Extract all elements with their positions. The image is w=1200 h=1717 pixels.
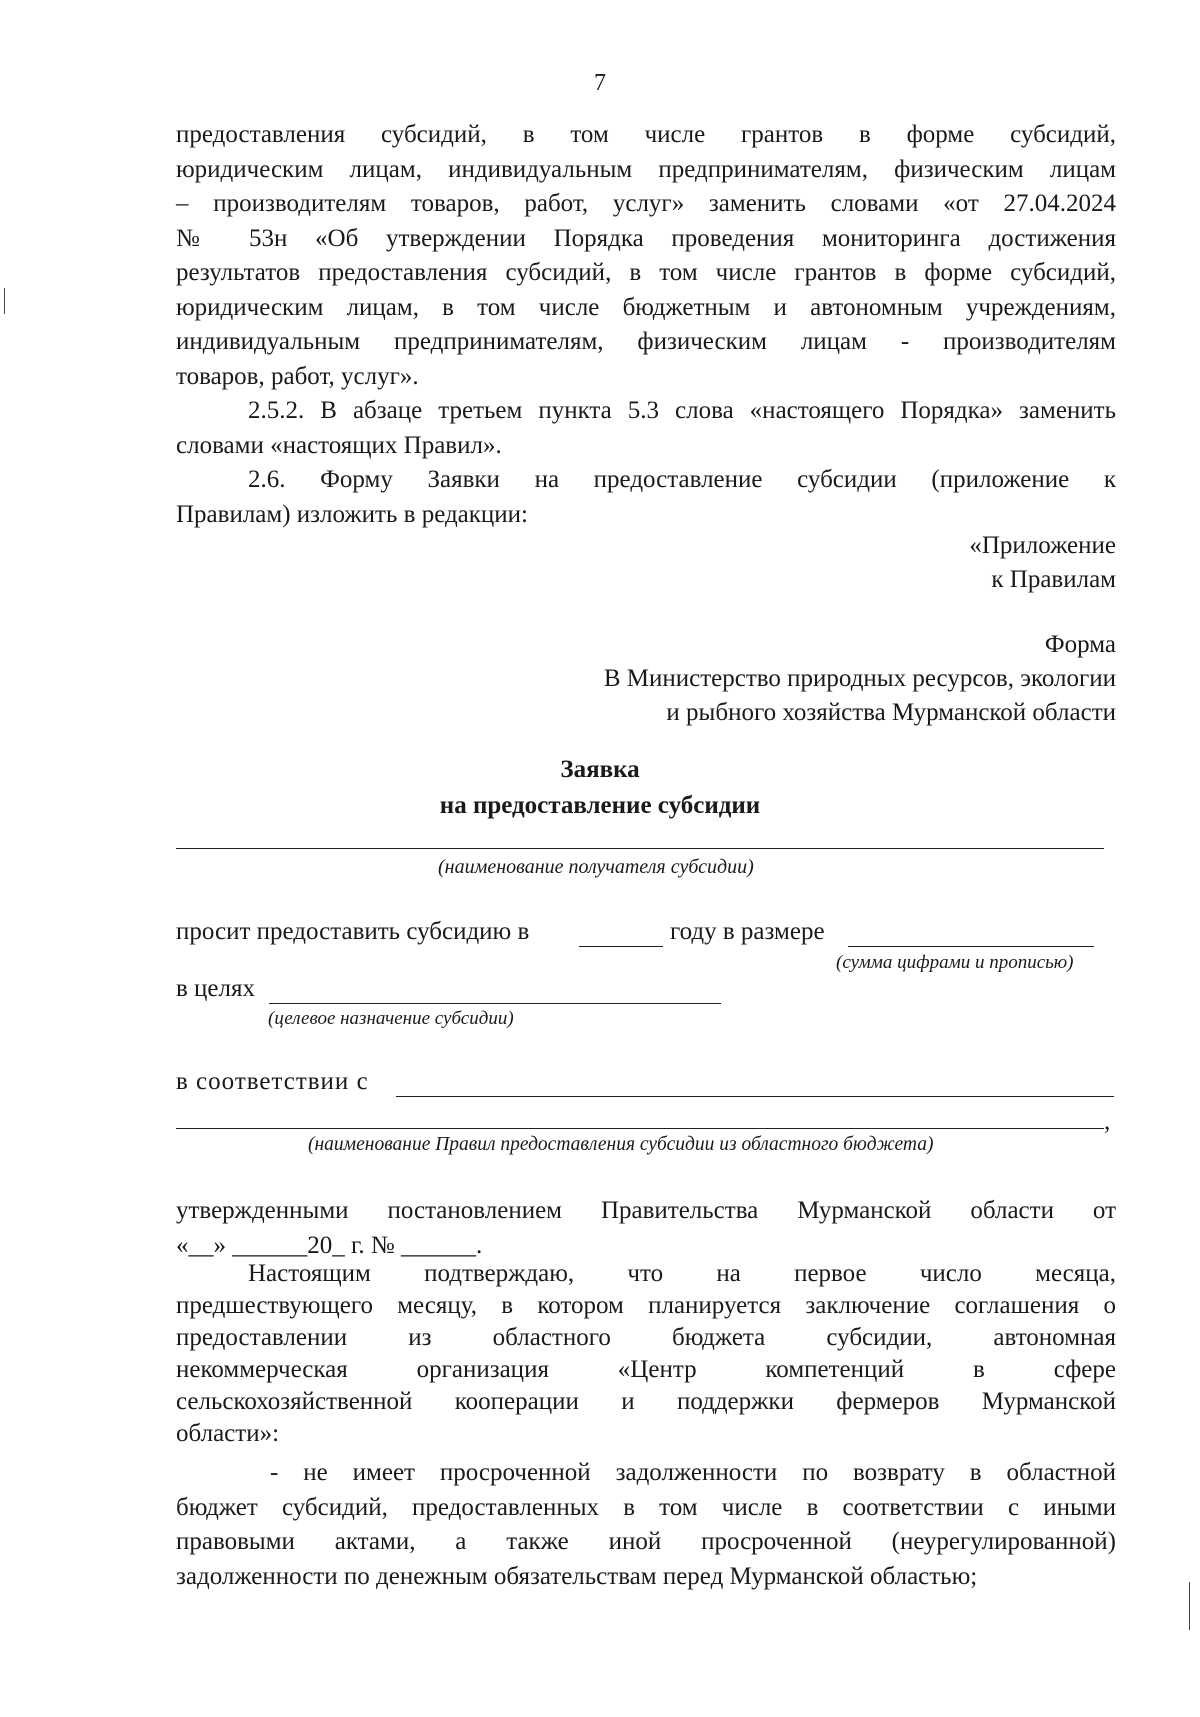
text-line: правовыми актами, а также иной просроченной (неурегулированной) [176,1528,1116,1555]
form-title [0,752,1200,824]
text-line: сельскохозяйственной кооперации и поддержки фермеров Мурманской [176,1388,1116,1415]
rules-name-field-continued[interactable] [176,1128,1104,1129]
request-middle: году в размере [670,918,825,945]
text-line: Правилам) изложить в редакции: [176,500,529,528]
text-line: Настоящим подтверждаю, что на первое число месяца, [248,1260,1116,1287]
approved-paragraph [176,1194,1116,1263]
item-2-6 [176,463,1116,532]
addressee-line: В Министерство природных ресурсов, экологии [603,665,1116,692]
text-line: юридическим лицам, в том числе бюджетным и автономным учреждениям, [176,293,1116,321]
trailing-comma: , [1104,1108,1111,1135]
scan-edge-mark [4,288,5,314]
rules-caption: (наименование Правил предоставления субсидии из областного бюджета) [308,1134,934,1155]
addressee-line: и рыбного хозяйства Мурманской области [666,699,1116,726]
text-line: индивидуальным предпринимателям, физическим лицам - производителям [176,328,1116,355]
text-line: словами «настоящих Правил». [176,431,502,459]
purpose-field[interactable] [269,1003,721,1004]
text-line: юридическим лицам, индивидуальным предпринимателям, физическим лицам [176,155,1116,183]
text-line: предоставления субсидий, в том числе грантов в форме субсидий, [176,121,1116,148]
rules-name-field[interactable] [396,1096,1114,1097]
bullet-paragraph [176,1456,1116,1594]
text-line: некоммерческая организация «Центр компетенций в сфере [176,1356,1116,1383]
appendix-rules-label: к Правилам [991,566,1116,593]
text-line: утвержденными постановлением Правительства Мурманской области от [176,1197,1116,1224]
text-line: области»: [176,1420,280,1447]
purpose-prefix: в целях [176,975,256,1002]
text-line: задолженности по денежным обязательствам перед Мурманской областью; [176,1562,978,1590]
text-line: товаров, работ, услуг». [176,362,419,390]
text-line: - не имеет просроченной задолженности по возврату в областной [270,1459,1116,1486]
confirmation-paragraph [176,1258,1116,1450]
intro-paragraph [176,118,1116,394]
addressee [604,662,1116,730]
accordance-prefix: в соответствии с [176,1068,369,1095]
text-line: предшествующего месяцу, в котором планируется заключение соглашения о [176,1292,1116,1319]
amount-field[interactable] [848,946,1094,947]
amount-caption: (сумма цифрами и прописью) [836,952,1074,973]
text-line: – производителям товаров, работ, услуг» заменить словами «от 27.04.2024 [176,190,1116,217]
text-line: 2.5.2. В абзаце третьем пункта 5.3 слова «настоящего Порядка» заменить [248,397,1116,424]
text-line: 2.6. Форму Заявки на предоставление субсидии (приложение к [248,466,1116,493]
appendix-label: «Приложение [969,532,1116,559]
page-number: 7 [594,70,606,96]
recipient-caption: (наименование получателя субсидии) [438,856,754,878]
year-field[interactable] [579,946,663,947]
title-line: Заявка [560,756,640,783]
recipient-name-field[interactable] [176,848,1104,849]
item-2-5-2 [176,394,1116,463]
text-line: предоставлении из областного бюджета субсидии, автономная [176,1324,1116,1351]
scan-edge-mark [1189,1582,1190,1630]
text-line: результатов предоставления субсидий, в том числе грантов в форме субсидий, [176,259,1116,286]
purpose-caption: (целевое назначение субсидии) [268,1008,514,1029]
text-line: «__» ______20_ г. № ______. [176,1231,483,1259]
text-line: № 53н «Об утверждении Порядка проведения мониторинга достижения [176,224,1116,252]
form-label: Форма [1044,631,1116,658]
title-line: на предоставление субсидии [439,792,761,819]
appendix-header [969,529,1116,597]
text-line: бюджет субсидий, предоставленных в том числе в соответствии с иными [176,1493,1116,1521]
request-prefix: просит предоставить субсидию в [176,918,530,945]
